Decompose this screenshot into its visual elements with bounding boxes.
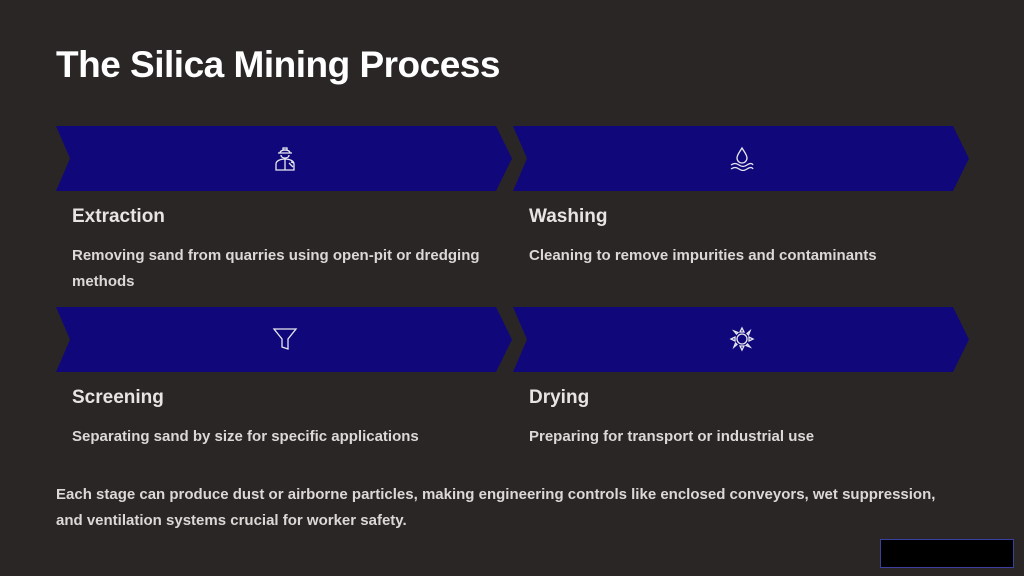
step-description: Removing sand from quarries using open-pit or dredging methods bbox=[72, 247, 480, 290]
page-title: The Silica Mining Process bbox=[56, 44, 500, 85]
step-description: Cleaning to remove impurities and contaminants bbox=[529, 247, 877, 264]
step-description: Separating sand by size for specific applications bbox=[72, 428, 419, 445]
step-title: Washing bbox=[529, 206, 608, 227]
sun-icon bbox=[729, 326, 755, 352]
step-title: Extraction bbox=[72, 206, 165, 227]
chevron-banner bbox=[56, 126, 512, 191]
step-title: Screening bbox=[72, 387, 164, 408]
step-title: Drying bbox=[529, 387, 590, 408]
corner-box bbox=[880, 539, 1014, 568]
miner-icon bbox=[272, 145, 298, 171]
chevron-banner bbox=[513, 307, 969, 372]
chevron-banner bbox=[56, 307, 512, 372]
step-description: Preparing for transport or industrial use bbox=[529, 428, 815, 445]
water-drop-icon bbox=[729, 145, 755, 171]
chevron-banner bbox=[513, 126, 969, 191]
funnel-icon bbox=[272, 326, 298, 352]
safety-note: Each stage can produce dust or airborne particles, making engineering controls like enclosed conveyors, wet suppression, and ventilation systems crucial for worker safety. bbox=[56, 486, 936, 529]
